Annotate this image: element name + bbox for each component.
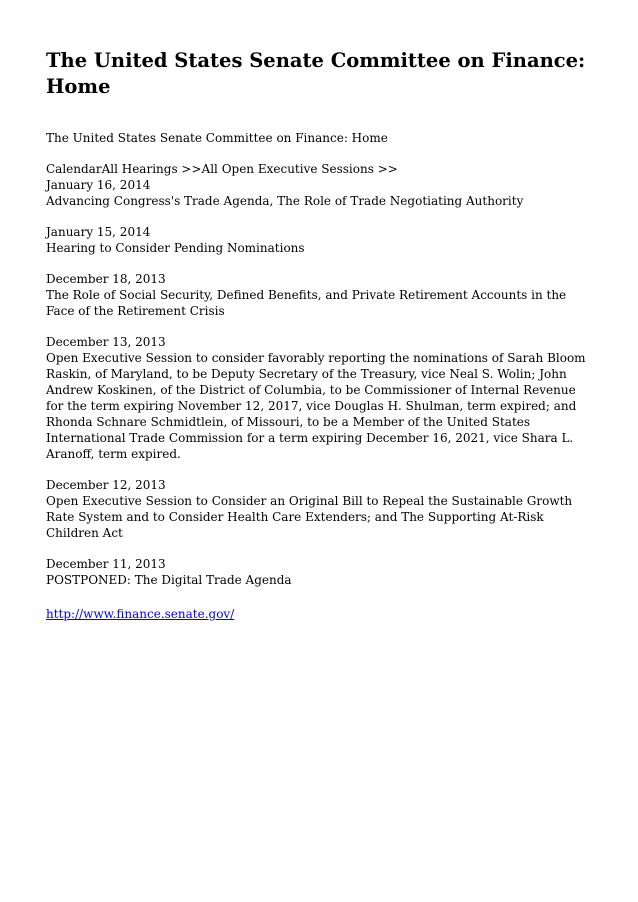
entry-date: December 18, 2013 (46, 272, 166, 286)
list-item (46, 556, 594, 588)
all-hearings-link[interactable]: All Hearings >> (101, 162, 202, 176)
entries-list (46, 177, 594, 588)
entry-title[interactable]: Advancing Congress's Trade Agenda, The Role of Trade Negotiating Authority (46, 194, 524, 208)
page-subtitle: The United States Senate Committee on Finance: Home (46, 131, 388, 145)
all-open-sessions-link[interactable]: All Open Executive Sessions >> (201, 162, 398, 176)
list-item (46, 271, 594, 319)
entry-date: December 12, 2013 (46, 478, 166, 492)
entry-title[interactable]: Hearing to Consider Pending Nominations (46, 241, 305, 255)
list-item (46, 224, 594, 256)
entry-title[interactable]: POSTPONED: The Digital Trade Agenda (46, 573, 292, 587)
list-item (46, 477, 594, 541)
entry-title[interactable]: The Role of Social Security, Defined Benefits, and Private Retirement Accounts in the Face of the Retirement Crisis (46, 288, 567, 318)
entry-title[interactable]: Open Executive Session to consider favorably reporting the nominations of Sarah Bloom Raskin, of Maryland, to be Deputy Secretary of the Treasury, vice Neal S. Wolin; John Andrew Koskinen, of the District of Columbia, to be Commissioner of Internal Revenue for the term expiring November 12, 2017, vice Douglas H. Shulman, term expired; and Rhonda Schnare Schmidtlein, of Missouri, to be a Member of the United States International Trade Commission for a term expiring December 16, 2021, vice Shara L. Aranoff, term expired. (46, 351, 586, 461)
entry-date: December 13, 2013 (46, 335, 166, 349)
list-item (46, 177, 594, 209)
nav-links (46, 161, 594, 177)
list-item (46, 334, 594, 462)
site-url-link[interactable]: http://www.finance.senate.gov/ (46, 607, 235, 621)
page-title: The United States Senate Committee on Finance: Home (46, 49, 586, 98)
entry-date: January 15, 2014 (46, 225, 151, 239)
entry-date: December 11, 2013 (46, 557, 166, 571)
entry-date: January 16, 2014 (46, 178, 151, 192)
calendar-label[interactable]: Calendar (46, 162, 102, 176)
entry-title[interactable]: Open Executive Session to Consider an Original Bill to Repeal the Sustainable Growth Rate System and to Consider Health Care Extenders; and The Supporting At-Risk Children Act (46, 494, 573, 540)
